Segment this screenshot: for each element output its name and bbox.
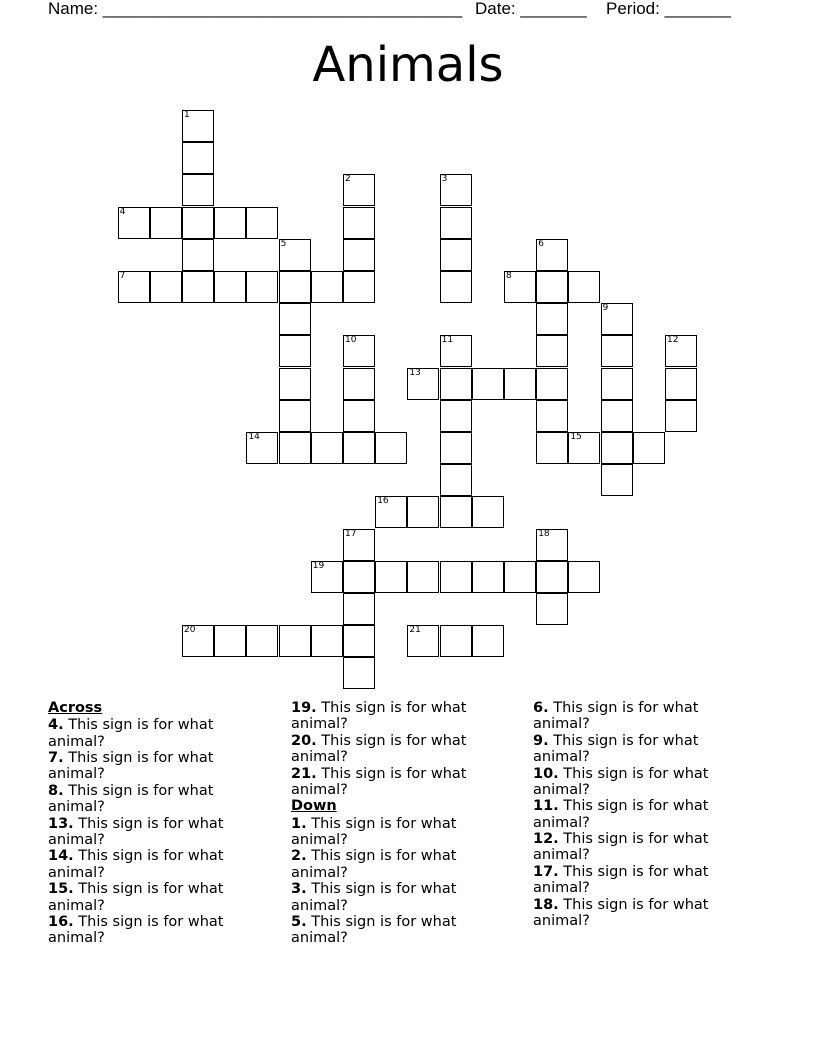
grid-cell[interactable] bbox=[182, 625, 214, 657]
grid-cell[interactable] bbox=[279, 335, 311, 367]
clue-text: This sign is for what animal? bbox=[291, 913, 457, 947]
grid-cell[interactable] bbox=[246, 271, 278, 303]
clue-item bbox=[48, 914, 273, 947]
grid-cell[interactable] bbox=[601, 464, 633, 496]
clue-number: 3. bbox=[291, 881, 307, 898]
cell-number: 3 bbox=[441, 174, 448, 185]
grid-cell[interactable] bbox=[182, 110, 214, 142]
clue-number: 18. bbox=[533, 896, 559, 913]
clue-text: This sign is for what animal? bbox=[48, 848, 224, 881]
grid-cell[interactable] bbox=[407, 561, 439, 593]
cell-number: 21 bbox=[409, 625, 421, 636]
page-title: Animals bbox=[312, 37, 504, 93]
grid-cell[interactable] bbox=[311, 432, 343, 464]
clue-text: This sign is for what animal? bbox=[533, 831, 709, 864]
grid-cell[interactable] bbox=[440, 625, 472, 657]
grid-cell[interactable] bbox=[536, 561, 568, 593]
clue-number: 1. bbox=[291, 815, 307, 832]
cell-number: 6 bbox=[538, 238, 544, 249]
clue-item bbox=[48, 717, 273, 750]
grid-cell[interactable] bbox=[343, 529, 375, 561]
cell-number: 19 bbox=[312, 560, 325, 571]
clue-item bbox=[533, 766, 758, 799]
grid-cell[interactable] bbox=[279, 239, 311, 271]
clue-item bbox=[533, 864, 758, 897]
grid-cell[interactable] bbox=[182, 271, 214, 303]
cell-number: 20 bbox=[184, 625, 196, 636]
clue-item bbox=[533, 798, 758, 831]
period-field[interactable]: Period: _______ bbox=[606, 0, 731, 18]
cell-number: 13 bbox=[409, 367, 421, 378]
clue-item bbox=[48, 750, 273, 783]
grid-cell[interactable] bbox=[343, 239, 375, 271]
grid-cell[interactable] bbox=[601, 432, 633, 464]
clue-number: 5. bbox=[291, 913, 307, 930]
grid-cell[interactable] bbox=[536, 335, 568, 367]
clue-column-2 bbox=[291, 700, 516, 947]
clue-number: 14. bbox=[48, 848, 74, 865]
clue-number: 17. bbox=[533, 863, 559, 880]
grid-cell[interactable] bbox=[343, 432, 375, 464]
clue-text: This sign is for what animal? bbox=[48, 815, 224, 848]
clue-text: This sign is for what animal? bbox=[291, 732, 467, 766]
clue-number: 8. bbox=[48, 782, 64, 799]
clue-number: 2. bbox=[291, 848, 307, 865]
grid-cell[interactable] bbox=[568, 432, 600, 464]
grid-cell[interactable] bbox=[440, 400, 472, 432]
clue-column-3 bbox=[533, 700, 758, 929]
clue-number: 10. bbox=[533, 765, 559, 782]
grid-cell[interactable] bbox=[440, 335, 472, 367]
grid-cell[interactable] bbox=[343, 657, 375, 689]
cell-number: 12 bbox=[667, 335, 679, 346]
cell-number: 15 bbox=[570, 432, 582, 442]
clue-item bbox=[291, 766, 516, 799]
grid-cell[interactable] bbox=[246, 432, 278, 464]
clue-item bbox=[48, 816, 273, 849]
clue-text: This sign is for what animal? bbox=[48, 913, 224, 947]
grid-cell[interactable] bbox=[375, 561, 407, 593]
grid-cell[interactable] bbox=[311, 625, 343, 657]
grid-cell[interactable] bbox=[633, 432, 665, 464]
grid-cell[interactable] bbox=[440, 432, 472, 464]
clue-item bbox=[533, 831, 758, 864]
grid-cell[interactable] bbox=[665, 368, 697, 400]
grid-cell[interactable] bbox=[150, 271, 182, 303]
cell-number: 8 bbox=[506, 271, 512, 281]
grid-cell[interactable] bbox=[601, 303, 633, 335]
clue-number: 12. bbox=[533, 831, 559, 848]
grid-cell[interactable] bbox=[601, 335, 633, 367]
date-field[interactable]: Date: _______ bbox=[475, 0, 587, 18]
grid-cell[interactable] bbox=[665, 335, 697, 367]
grid-cell[interactable] bbox=[311, 271, 343, 303]
clue-item bbox=[48, 783, 273, 816]
grid-cell[interactable] bbox=[536, 432, 568, 464]
grid-cell[interactable] bbox=[504, 368, 536, 400]
cell-number: 7 bbox=[119, 271, 126, 281]
grid-cell[interactable] bbox=[375, 496, 407, 528]
grid-cell[interactable] bbox=[536, 529, 568, 561]
clue-number: 6. bbox=[533, 700, 549, 716]
cell-number: 5 bbox=[280, 238, 287, 249]
grid-cell[interactable] bbox=[279, 271, 311, 303]
grid-cell[interactable] bbox=[536, 239, 568, 271]
grid-cell[interactable] bbox=[568, 561, 600, 593]
grid-cell[interactable] bbox=[504, 271, 536, 303]
grid-cell[interactable] bbox=[440, 368, 472, 400]
clue-number: 13. bbox=[48, 815, 74, 832]
down-heading: Down bbox=[291, 798, 337, 815]
grid-cell[interactable] bbox=[472, 368, 504, 400]
grid-cell[interactable] bbox=[279, 625, 311, 657]
clue-item bbox=[291, 816, 516, 849]
cell-number: 2 bbox=[345, 174, 351, 185]
grid-cell[interactable] bbox=[182, 174, 214, 206]
grid-cell[interactable] bbox=[407, 368, 439, 400]
grid-cell[interactable] bbox=[214, 625, 246, 657]
cell-number: 18 bbox=[538, 528, 550, 539]
grid-cell[interactable] bbox=[601, 400, 633, 432]
grid-cell[interactable] bbox=[536, 271, 568, 303]
clue-number: 15. bbox=[48, 881, 74, 898]
grid-cell[interactable] bbox=[568, 271, 600, 303]
clue-item bbox=[48, 848, 273, 881]
grid-cell[interactable] bbox=[601, 368, 633, 400]
name-field[interactable]: Name: ______________________________________ bbox=[48, 0, 463, 18]
grid-cell[interactable] bbox=[279, 400, 311, 432]
clue-number: 4. bbox=[48, 717, 64, 734]
grid-cell[interactable] bbox=[407, 496, 439, 528]
cell-number: 11 bbox=[441, 335, 454, 346]
grid-cell[interactable] bbox=[407, 625, 439, 657]
clue-item bbox=[291, 848, 516, 881]
grid-cell[interactable] bbox=[182, 142, 214, 174]
grid-cell[interactable] bbox=[246, 625, 278, 657]
grid-cell[interactable] bbox=[343, 271, 375, 303]
grid-cell[interactable] bbox=[214, 271, 246, 303]
grid-cell[interactable] bbox=[504, 561, 536, 593]
cell-number: 14 bbox=[248, 432, 260, 442]
grid-cell[interactable] bbox=[440, 561, 472, 593]
cell-number: 10 bbox=[345, 335, 357, 346]
grid-cell[interactable] bbox=[472, 625, 504, 657]
grid-cell[interactable] bbox=[182, 239, 214, 271]
clue-text: This sign is for what animal? bbox=[291, 765, 467, 798]
grid-cell[interactable] bbox=[343, 207, 375, 239]
grid-cell[interactable] bbox=[536, 400, 568, 432]
clue-item bbox=[533, 733, 758, 766]
grid-cell[interactable] bbox=[536, 593, 568, 625]
clue-text: This sign is for what animal? bbox=[533, 798, 709, 831]
grid-cell[interactable] bbox=[472, 496, 504, 528]
grid-cell[interactable] bbox=[440, 271, 472, 303]
grid-cell[interactable] bbox=[440, 207, 472, 239]
grid-cell[interactable] bbox=[279, 432, 311, 464]
across-heading: Across bbox=[48, 700, 103, 716]
clue-item bbox=[48, 881, 273, 914]
grid-cell[interactable] bbox=[343, 335, 375, 367]
grid-cell[interactable] bbox=[440, 239, 472, 271]
clue-text: This sign is for what animal? bbox=[48, 750, 214, 783]
clue-text: This sign is for what animal? bbox=[533, 863, 709, 897]
clue-text: This sign is for what animal? bbox=[533, 732, 699, 766]
clue-text: This sign is for what animal? bbox=[533, 700, 699, 733]
clue-number: 9. bbox=[533, 732, 549, 749]
clue-item bbox=[533, 700, 758, 733]
clue-text: This sign is for what animal? bbox=[533, 765, 709, 798]
clue-text: This sign is for what animal? bbox=[291, 848, 457, 881]
clue-number: 20. bbox=[291, 732, 317, 749]
cell-number: 17 bbox=[345, 528, 357, 539]
grid-cell[interactable] bbox=[279, 368, 311, 400]
clue-text: This sign is for what animal? bbox=[291, 881, 457, 914]
clue-column-1 bbox=[48, 700, 273, 947]
grid-cell[interactable] bbox=[440, 496, 472, 528]
grid-cell[interactable] bbox=[150, 207, 182, 239]
grid-cell[interactable] bbox=[665, 400, 697, 432]
clue-number: 11. bbox=[533, 798, 559, 815]
grid-cell[interactable] bbox=[118, 207, 150, 239]
clue-number: 7. bbox=[48, 750, 64, 767]
cell-number: 1 bbox=[184, 110, 190, 120]
grid-cell[interactable] bbox=[182, 207, 214, 239]
clue-text: This sign is for what animal? bbox=[48, 782, 214, 816]
grid-cell[interactable] bbox=[214, 207, 246, 239]
clue-item bbox=[291, 733, 516, 766]
clue-number: 19. bbox=[291, 700, 317, 716]
clue-text: This sign is for what animal? bbox=[48, 881, 224, 914]
grid-cell[interactable] bbox=[246, 207, 278, 239]
grid-cell[interactable] bbox=[440, 464, 472, 496]
clue-text: This sign is for what animal? bbox=[48, 717, 214, 750]
grid-cell[interactable] bbox=[118, 271, 150, 303]
grid-cell[interactable] bbox=[536, 303, 568, 335]
cell-number: 9 bbox=[602, 303, 609, 314]
clue-text: This sign is for what animal? bbox=[291, 815, 457, 848]
grid-cell[interactable] bbox=[536, 368, 568, 400]
grid-cell[interactable] bbox=[343, 400, 375, 432]
cell-number: 16 bbox=[377, 496, 389, 507]
clue-number: 16. bbox=[48, 913, 74, 930]
grid-cell[interactable] bbox=[311, 561, 343, 593]
grid-cell[interactable] bbox=[375, 432, 407, 464]
grid-cell[interactable] bbox=[343, 174, 375, 206]
clue-text: This sign is for what animal? bbox=[291, 700, 467, 733]
clue-item bbox=[291, 881, 516, 914]
clue-item bbox=[291, 700, 516, 733]
clue-text: This sign is for what animal? bbox=[533, 896, 709, 929]
cell-number: 4 bbox=[119, 206, 126, 217]
grid-cell[interactable] bbox=[279, 303, 311, 335]
grid-cell[interactable] bbox=[343, 368, 375, 400]
grid-cell[interactable] bbox=[472, 561, 504, 593]
grid-cell[interactable] bbox=[440, 174, 472, 206]
grid-cell[interactable] bbox=[343, 593, 375, 625]
clue-item bbox=[533, 897, 758, 930]
clue-number: 21. bbox=[291, 765, 317, 782]
grid-cell[interactable] bbox=[343, 625, 375, 657]
clue-item bbox=[291, 914, 516, 947]
grid-cell[interactable] bbox=[343, 561, 375, 593]
